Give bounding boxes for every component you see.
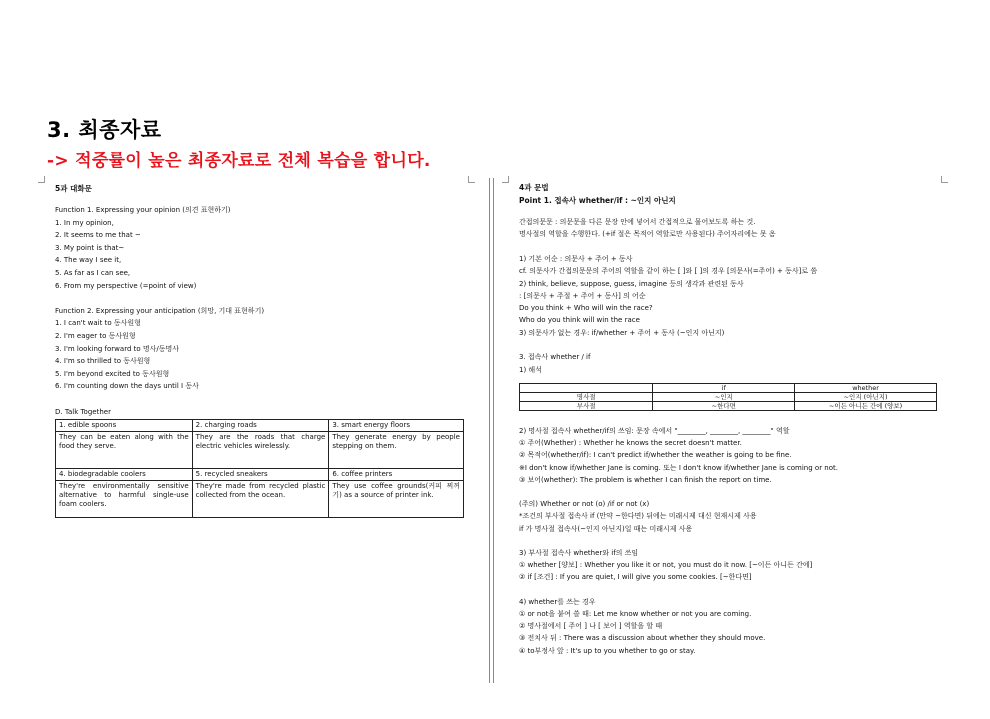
text-line: Do you think + Who will win the race? — [519, 304, 653, 313]
text-line: ② if [조건] : If you are quiet, I will give you some cookies. [~한다면] — [519, 573, 752, 582]
text-line: 2) 명사절 접속사 whether/if의 쓰임: 문장 속에서 "________, ________, ________" 역할 — [519, 427, 790, 435]
page-corner-mark — [502, 176, 509, 183]
text-line: ① 주어(Whether) : Whether he knows the secret doesn't matter. — [519, 439, 742, 448]
text-line: 2. I'm eager to 동사원형 — [55, 332, 136, 340]
text-line: 1) 기본 어순 : 의문사 + 주어 + 동사 — [519, 254, 633, 263]
text-line: 4. The way I see it, — [55, 256, 122, 265]
text-line: ③ 보어(whether): The problem is whether I can finish the report on time. — [519, 475, 772, 484]
text-line: 3. I'm looking forward to 명사/동명사 — [55, 344, 180, 353]
right-page-title: 4과 문법 — [519, 183, 549, 192]
text-line: Function 1. Expressing your opinion (의견 표현하기) — [55, 206, 231, 214]
talk-together-table — [55, 419, 464, 518]
table-cell: ~한다면 — [653, 402, 795, 411]
table-cell-body: They can be eaten along with the food they serve. — [56, 432, 193, 469]
text-line: 3) 부사절 접속사 whether와 if의 쓰임 — [519, 549, 639, 557]
text-line: *조건의 부사절 접속사 if (만약 ~한다면) 뒤에는 미래시제 대신 현재시제 사용 — [519, 512, 757, 521]
text-line: 3. My point is that~ — [55, 243, 125, 252]
text-line: ③ 전치사 뒤 : There was a discussion about whether they should move. — [519, 634, 766, 643]
table-cell: 부사절 — [520, 402, 653, 411]
page-corner-mark — [468, 176, 475, 183]
section-subheading: -> 적중률이 높은 최종자료로 전체 복습을 합니다. — [47, 151, 431, 171]
table-cell: ~이든 아니든 간에 (양보) — [795, 402, 937, 411]
table-header-cell: if — [653, 384, 795, 393]
whether-if-table — [519, 383, 937, 411]
text-line: ② 목적어(whether/if): I can't predict if/whether the weather is going to be fine. — [519, 451, 792, 460]
text-line: 3. 접속사 whether / if — [519, 353, 591, 362]
table-cell-body: They use coffee grounds(커피 찌꺼기) as a source of printer ink. — [329, 481, 464, 518]
table-header-cell: whether — [795, 384, 937, 393]
page-corner-mark — [941, 176, 948, 183]
left-document-page — [44, 178, 469, 518]
table-cell: ~인지 — [653, 393, 795, 402]
text-line: 1. In my opinion, — [55, 218, 114, 227]
table-cell-head: 6. coffee printers — [329, 469, 464, 481]
text-line: Who do you think will win the race — [519, 316, 640, 325]
text-line: 5. As far as I can see, — [55, 269, 131, 277]
text-line: 2) think, believe, suppose, guess, imagine 등의 생각과 관련된 동사 — [519, 279, 744, 288]
page-corner-mark — [38, 176, 45, 183]
table-cell-head: 3. smart energy floors — [329, 420, 464, 432]
text-line: 명사절의 역할을 수행한다. (+if 절은 목적어 역할로만 사용된다) 주어자리에는 못 옴 — [519, 230, 776, 239]
table-header-cell — [520, 384, 653, 393]
left-page-title: 5과 대화문 — [55, 184, 92, 193]
text-line: if 가 명사절 접속사(~인지 아닌지)일 때는 미래시제 사용 — [519, 524, 693, 533]
text-line: cf. 의문사가 간접의문문의 주어의 역할을 같이 하는 [ ]와 [ ]의 경우 [의문사(=주어) + 동사]로 씀 — [519, 267, 818, 276]
table-cell: ~인지 (아닌지) — [795, 393, 937, 402]
text-line: ① whether [양보] : Whether you like it or not, you must do it now. [~이든 아니든 간에] — [519, 561, 813, 570]
text-line: (주의) Whether or not (o) /if or not (x) — [519, 500, 650, 509]
table-cell-head: 2. charging roads — [192, 420, 329, 432]
right-document-page — [508, 178, 942, 683]
text-line: ※I don't know if/whether Jane is coming. 또는 I don't know if/whether Jane is coming or not. — [519, 463, 838, 472]
text-line: 1) 해석 — [519, 365, 542, 374]
table-cell-head: 1. edible spoons — [56, 420, 193, 432]
text-line: 6. From my perspective (=point of view) — [55, 281, 197, 290]
text-line: 4. I'm so thrilled to 동사원형 — [55, 357, 151, 366]
text-line: ① or not을 붙여 쓸 때: Let me know whether or not you are coming. — [519, 610, 752, 618]
text-line: 3) 의문사가 없는 경우: if/whether + 주어 + 동사 (~인지 아닌지) — [519, 328, 725, 337]
text-line: ② 명사절에서 [ 주어 ] 나 [ 보어 ] 역할을 할 때 — [519, 622, 663, 631]
text-line: 6. I'm counting down the days until I 동사 — [55, 382, 199, 391]
table-cell-head: 5. recycled sneakers — [192, 469, 329, 481]
text-line: 4) whether를 쓰는 경우 — [519, 597, 596, 606]
text-line: 2. It seems to me that ~ — [55, 231, 141, 240]
text-line: D. Talk Together — [55, 407, 111, 416]
table-cell: 명사절 — [520, 393, 653, 402]
section-heading: 3. 최종자료 — [47, 118, 162, 142]
right-page-subtitle: Point 1. 접속사 whether/if : ~인지 아닌지 — [519, 196, 676, 205]
page-divider-line — [493, 178, 494, 683]
text-line: : [의문사 + 주절 + 주어 + 동사] 의 어순 — [519, 291, 646, 300]
text-line: ④ to부정사 앞 : It's up to you whether to go or stay. — [519, 646, 696, 655]
text-line: 5. I'm beyond excited to 동사원형 — [55, 369, 170, 378]
table-cell-body: They're made from recycled plastic collected from the ocean. — [192, 481, 329, 518]
table-cell-head: 4. biodegradable coolers — [56, 469, 193, 481]
text-line: Function 2. Expressing your anticipation (희망, 기대 표현하기) — [55, 306, 265, 315]
page-divider-line — [489, 178, 490, 683]
table-cell-body: They're environmentally sensitive alternative to harmful single-use foam coolers. — [56, 481, 193, 518]
table-cell-body: They are the roads that charge electric vehicles wirelessly. — [192, 432, 329, 469]
text-line: 간접의문문 : 의문문을 다른 문장 안에 넣어서 간접적으로 물어보도록 하는 것. — [519, 218, 756, 226]
table-cell-body: They generate energy by people stepping on them. — [329, 432, 464, 469]
text-line: 1. I can't wait to 동사원형 — [55, 319, 141, 328]
